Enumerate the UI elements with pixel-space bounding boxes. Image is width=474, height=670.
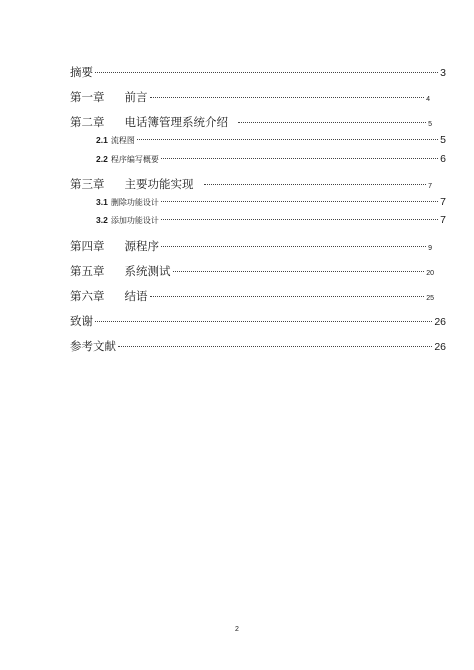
toc-entry-number: 2.2 bbox=[96, 154, 108, 164]
toc-entry-section-2-2[interactable] bbox=[96, 153, 446, 165]
toc-entry-references[interactable] bbox=[70, 338, 446, 354]
toc-entry-page: 3 bbox=[440, 67, 446, 79]
toc-entry-abstract[interactable] bbox=[70, 64, 446, 80]
toc-entry-text: 程序编写概要 bbox=[110, 155, 159, 164]
dot-leader bbox=[161, 219, 438, 220]
toc-entry-number: 第六章 bbox=[70, 289, 105, 303]
toc-entry-page: 7 bbox=[440, 214, 446, 226]
toc-entry-chapter-6[interactable] bbox=[70, 288, 434, 304]
toc-entry-chapter-5[interactable] bbox=[70, 263, 434, 279]
toc-entry-title: 参考文献 bbox=[70, 339, 116, 353]
toc-entry-title bbox=[96, 215, 159, 226]
dot-leader bbox=[95, 72, 438, 73]
page-number: 2 bbox=[235, 626, 239, 633]
dot-leader bbox=[95, 321, 432, 322]
toc-entry-page: 5 bbox=[428, 121, 432, 128]
toc-entry-number: 第三章 bbox=[70, 177, 105, 191]
toc-entry-page: 7 bbox=[428, 183, 432, 190]
toc-entry-chapter-4[interactable] bbox=[70, 238, 432, 254]
toc-entry-text: 流程图 bbox=[110, 136, 135, 145]
toc-entry-page: 6 bbox=[440, 153, 446, 165]
toc-entry-number: 3.2 bbox=[96, 215, 108, 225]
toc-entry-text: 电话簿管理系统介绍 bbox=[124, 115, 228, 129]
toc-entry-page: 5 bbox=[440, 134, 446, 146]
toc-entry-title bbox=[70, 89, 148, 105]
toc-entry-page: 26 bbox=[434, 316, 446, 328]
dot-leader bbox=[238, 122, 426, 123]
toc-entry-section-3-1[interactable] bbox=[96, 196, 446, 208]
dot-leader bbox=[161, 158, 438, 159]
toc-entry-title bbox=[70, 238, 159, 254]
dot-leader bbox=[204, 184, 427, 185]
toc-entry-number: 第一章 bbox=[70, 90, 105, 104]
toc-entry-title bbox=[70, 114, 228, 130]
toc-entry-title bbox=[70, 176, 194, 192]
toc-entry-page: 4 bbox=[426, 96, 430, 103]
toc-entry-title bbox=[70, 263, 171, 279]
toc-entry-number: 第五章 bbox=[70, 264, 105, 278]
toc-entry-number: 2.1 bbox=[96, 135, 108, 145]
dot-leader bbox=[161, 246, 426, 247]
toc-entry-section-2-1[interactable] bbox=[96, 134, 446, 146]
toc-entry-number: 第二章 bbox=[70, 115, 105, 129]
toc-entry-text: 前言 bbox=[124, 90, 148, 104]
toc-entry-text: 添加功能设计 bbox=[110, 216, 159, 225]
toc-entry-page: 25 bbox=[426, 295, 434, 302]
dot-leader bbox=[118, 346, 432, 347]
toc-entry-number: 3.1 bbox=[96, 197, 108, 207]
dot-leader bbox=[150, 97, 425, 98]
toc-entry-text: 结语 bbox=[124, 289, 148, 303]
dot-leader bbox=[161, 201, 438, 202]
toc-entry-title bbox=[96, 135, 135, 146]
toc-entry-chapter-1[interactable] bbox=[70, 89, 430, 105]
toc-entry-text: 系统测试 bbox=[124, 264, 171, 278]
toc-entry-page: 7 bbox=[440, 196, 446, 208]
toc-entry-text: 主要功能实现 bbox=[124, 177, 194, 191]
toc-entry-title: 摘要 bbox=[70, 65, 93, 79]
toc-entry-title bbox=[96, 154, 159, 165]
toc-entry-text: 删除功能设计 bbox=[110, 198, 159, 207]
toc-entry-page: 9 bbox=[428, 245, 432, 252]
toc-entry-title: 致谢 bbox=[70, 314, 93, 328]
toc-entry-title bbox=[96, 197, 159, 208]
toc-entry-page: 26 bbox=[434, 341, 446, 353]
toc-entry-number: 第四章 bbox=[70, 239, 105, 253]
toc-entry-chapter-2[interactable] bbox=[70, 114, 432, 130]
toc-entry-acknowledgements[interactable] bbox=[70, 313, 446, 329]
toc-entry-page: 20 bbox=[426, 270, 434, 277]
toc-entry-chapter-3[interactable] bbox=[70, 176, 432, 192]
dot-leader bbox=[150, 296, 425, 297]
dot-leader bbox=[173, 271, 425, 272]
toc-entry-title bbox=[70, 288, 148, 304]
dot-leader bbox=[137, 139, 438, 140]
toc-entry-section-3-2[interactable] bbox=[96, 214, 446, 226]
toc-entry-text: 源程序 bbox=[124, 239, 159, 253]
